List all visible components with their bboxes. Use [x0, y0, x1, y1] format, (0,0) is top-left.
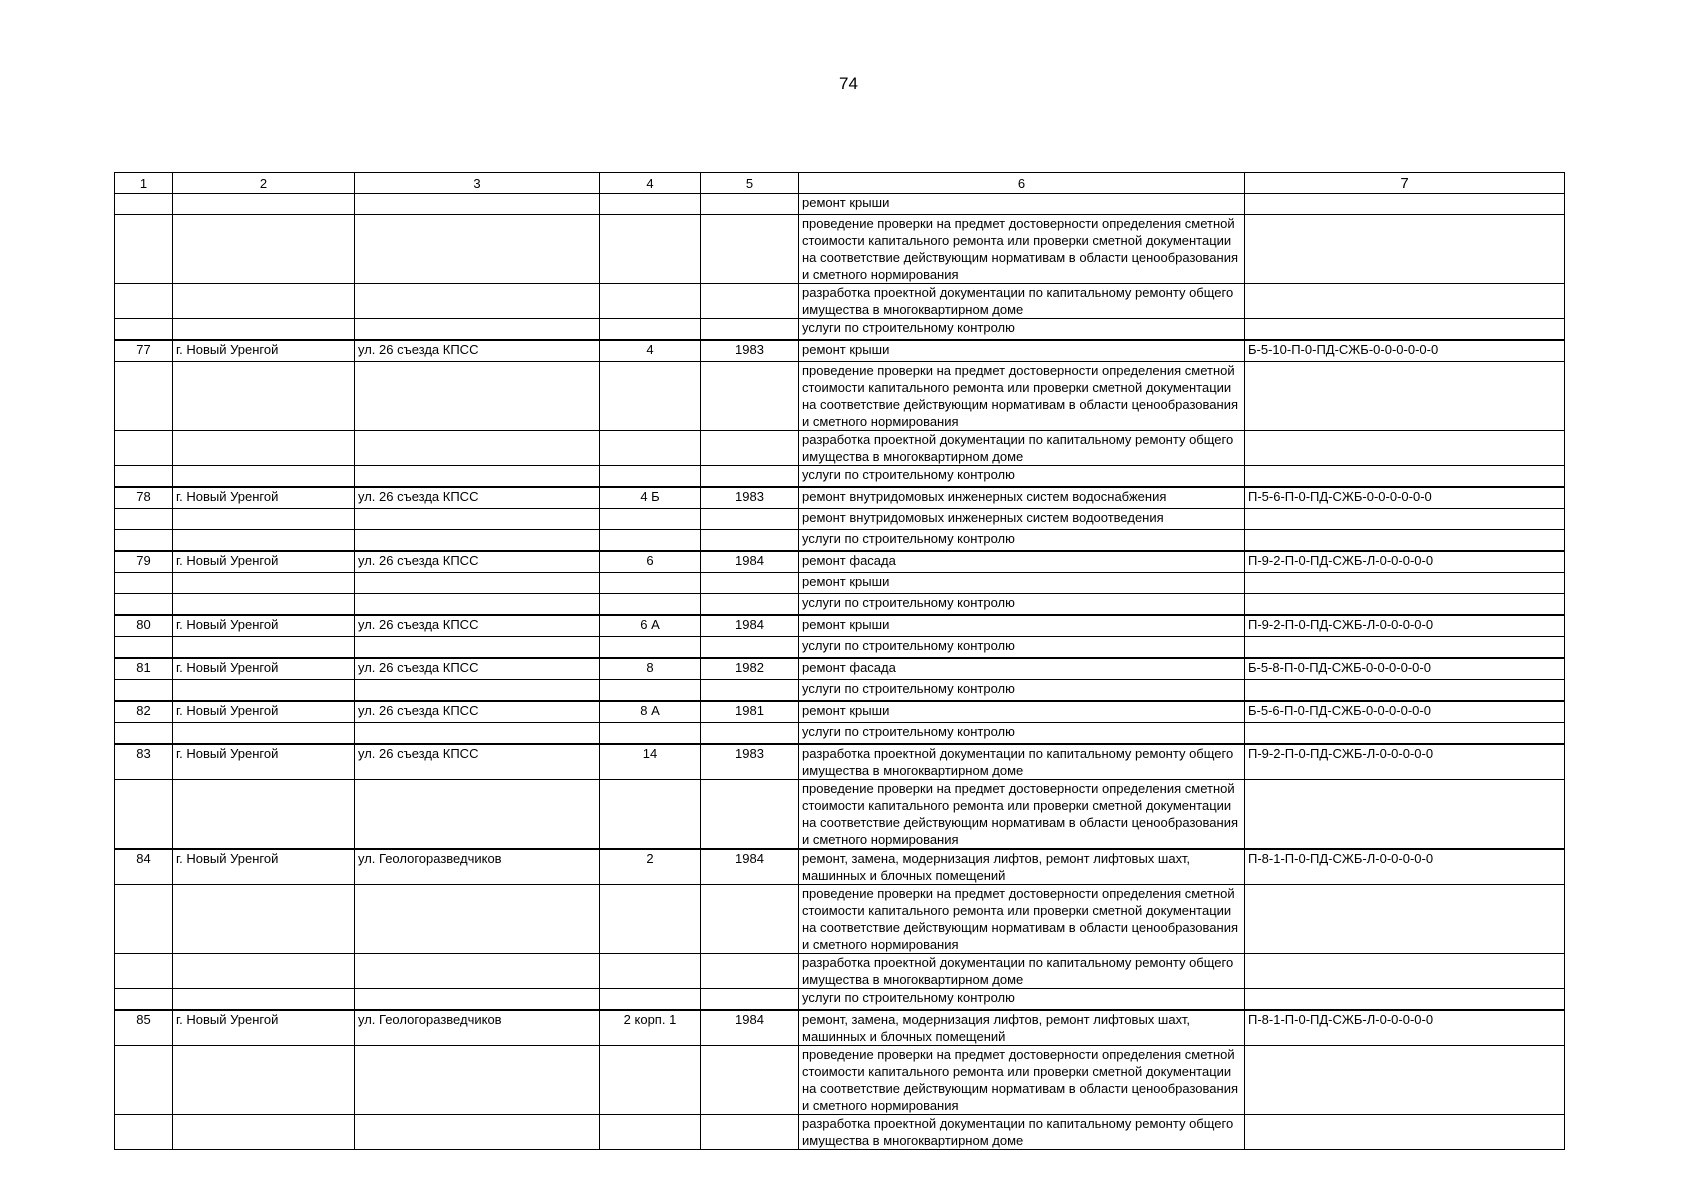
city-cell — [173, 466, 355, 488]
work-type-cell: разработка проектной документации по капитальному ремонту общего имущества в многоквартирном доме — [799, 284, 1245, 319]
row-number-cell — [115, 1046, 173, 1115]
building-code-cell: Б-5-8-П-0-ПД-СЖБ-0-0-0-0-0-0 — [1245, 658, 1565, 680]
table-row — [115, 340, 1565, 362]
year-cell — [701, 954, 799, 989]
city-cell — [173, 194, 355, 215]
row-number-cell: 77 — [115, 340, 173, 362]
row-number-cell: 83 — [115, 744, 173, 780]
row-number-cell — [115, 1115, 173, 1150]
building-code-cell — [1245, 1115, 1565, 1150]
work-type-cell: услуги по строительному контролю — [799, 680, 1245, 702]
street-cell — [355, 989, 600, 1011]
building-code-cell — [1245, 284, 1565, 319]
street-cell — [355, 362, 600, 431]
year-cell — [701, 594, 799, 616]
street-cell — [355, 637, 600, 659]
year-cell: 1984 — [701, 849, 799, 885]
row-number-cell: 80 — [115, 615, 173, 637]
building-code-cell — [1245, 466, 1565, 488]
table-header — [115, 173, 1565, 194]
city-cell — [173, 509, 355, 530]
city-cell — [173, 1046, 355, 1115]
street-cell — [355, 573, 600, 594]
street-cell: ул. Геологоразведчиков — [355, 1010, 600, 1046]
house-number-cell — [600, 1046, 701, 1115]
table-row — [115, 431, 1565, 466]
year-cell — [701, 1046, 799, 1115]
year-cell: 1983 — [701, 744, 799, 780]
street-cell: ул. Геологоразведчиков — [355, 849, 600, 885]
street-cell — [355, 530, 600, 552]
year-cell — [701, 319, 799, 341]
table-body — [115, 194, 1565, 1150]
year-cell — [701, 509, 799, 530]
building-code-cell — [1245, 530, 1565, 552]
building-code-cell — [1245, 885, 1565, 954]
year-cell: 1983 — [701, 340, 799, 362]
row-number-cell: 81 — [115, 658, 173, 680]
street-cell — [355, 680, 600, 702]
row-number-cell: 85 — [115, 1010, 173, 1046]
row-number-cell — [115, 885, 173, 954]
house-number-cell — [600, 954, 701, 989]
house-number-cell — [600, 431, 701, 466]
row-number-cell — [115, 362, 173, 431]
city-cell: г. Новый Уренгой — [173, 551, 355, 573]
row-number-cell — [115, 989, 173, 1011]
house-number-cell — [600, 466, 701, 488]
house-number-cell — [600, 989, 701, 1011]
row-number-cell — [115, 637, 173, 659]
header-cell-3: 3 — [355, 173, 600, 194]
row-number-cell — [115, 466, 173, 488]
table-row — [115, 723, 1565, 745]
house-number-cell: 8 А — [600, 701, 701, 723]
year-cell — [701, 431, 799, 466]
year-cell: 1984 — [701, 551, 799, 573]
street-cell: ул. 26 съезда КПСС — [355, 658, 600, 680]
street-cell — [355, 780, 600, 850]
street-cell — [355, 1115, 600, 1150]
house-number-cell — [600, 1115, 701, 1150]
row-number-cell — [115, 723, 173, 745]
house-number-cell — [600, 723, 701, 745]
row-number-cell — [115, 530, 173, 552]
table-row — [115, 701, 1565, 723]
year-cell — [701, 530, 799, 552]
table-row — [115, 573, 1565, 594]
year-cell — [701, 1115, 799, 1150]
header-cell-7: 7 — [1245, 173, 1565, 194]
street-cell — [355, 466, 600, 488]
row-number-cell — [115, 680, 173, 702]
table-row — [115, 466, 1565, 488]
house-number-cell — [600, 319, 701, 341]
year-cell — [701, 780, 799, 850]
house-number-cell — [600, 362, 701, 431]
house-number-cell — [600, 885, 701, 954]
year-cell — [701, 989, 799, 1011]
year-cell: 1981 — [701, 701, 799, 723]
street-cell: ул. 26 съезда КПСС — [355, 551, 600, 573]
house-number-cell — [600, 594, 701, 616]
table-row — [115, 780, 1565, 850]
street-cell — [355, 284, 600, 319]
house-number-cell: 8 — [600, 658, 701, 680]
house-number-cell: 6 — [600, 551, 701, 573]
year-cell — [701, 215, 799, 284]
table-row — [115, 1046, 1565, 1115]
city-cell: г. Новый Уренгой — [173, 744, 355, 780]
house-number-cell: 6 А — [600, 615, 701, 637]
city-cell: г. Новый Уренгой — [173, 340, 355, 362]
row-number-cell — [115, 431, 173, 466]
house-number-cell: 2 корп. 1 — [600, 1010, 701, 1046]
house-number-cell — [600, 215, 701, 284]
header-cell-6: 6 — [799, 173, 1245, 194]
street-cell — [355, 431, 600, 466]
work-type-cell: услуги по строительному контролю — [799, 594, 1245, 616]
work-type-cell: проведение проверки на предмет достоверности определения сметной стоимости капитального ремонта или проверки сметной документации на соответствие действующим нормативам в области ценообразования и сметного нормирования — [799, 885, 1245, 954]
work-type-cell: разработка проектной документации по капитальному ремонту общего имущества в многоквартирном доме — [799, 431, 1245, 466]
city-cell — [173, 680, 355, 702]
city-cell — [173, 885, 355, 954]
building-code-cell — [1245, 362, 1565, 431]
city-cell: г. Новый Уренгой — [173, 1010, 355, 1046]
work-type-cell: ремонт крыши — [799, 573, 1245, 594]
street-cell — [355, 319, 600, 341]
city-cell — [173, 530, 355, 552]
year-cell — [701, 284, 799, 319]
city-cell: г. Новый Уренгой — [173, 615, 355, 637]
header-cell-1: 1 — [115, 173, 173, 194]
street-cell: ул. 26 съезда КПСС — [355, 744, 600, 780]
table-row — [115, 680, 1565, 702]
street-cell — [355, 194, 600, 215]
registry-table — [114, 172, 1565, 1150]
building-code-cell: П-9-2-П-0-ПД-СЖБ-Л-0-0-0-0-0 — [1245, 551, 1565, 573]
building-code-cell: Б-5-10-П-0-ПД-СЖБ-0-0-0-0-0-0 — [1245, 340, 1565, 362]
row-number-cell: 84 — [115, 849, 173, 885]
work-type-cell: ремонт фасада — [799, 658, 1245, 680]
work-type-cell: ремонт крыши — [799, 615, 1245, 637]
work-type-cell: ремонт фасада — [799, 551, 1245, 573]
building-code-cell — [1245, 194, 1565, 215]
street-cell — [355, 215, 600, 284]
city-cell — [173, 637, 355, 659]
city-cell: г. Новый Уренгой — [173, 701, 355, 723]
table-row — [115, 1115, 1565, 1150]
city-cell — [173, 594, 355, 616]
work-type-cell: услуги по строительному контролю — [799, 530, 1245, 552]
work-type-cell: ремонт, замена, модернизация лифтов, ремонт лифтовых шахт, машинных и блочных помещений — [799, 849, 1245, 885]
street-cell: ул. 26 съезда КПСС — [355, 340, 600, 362]
street-cell: ул. 26 съезда КПСС — [355, 701, 600, 723]
house-number-cell — [600, 530, 701, 552]
city-cell: г. Новый Уренгой — [173, 487, 355, 509]
row-number-cell — [115, 194, 173, 215]
building-code-cell: П-9-2-П-0-ПД-СЖБ-Л-0-0-0-0-0 — [1245, 744, 1565, 780]
work-type-cell: ремонт, замена, модернизация лифтов, ремонт лифтовых шахт, машинных и блочных помещений — [799, 1010, 1245, 1046]
work-type-cell: услуги по строительному контролю — [799, 466, 1245, 488]
house-number-cell — [600, 509, 701, 530]
work-type-cell: разработка проектной документации по капитальному ремонту общего имущества в многоквартирном доме — [799, 954, 1245, 989]
street-cell — [355, 723, 600, 745]
city-cell — [173, 723, 355, 745]
table-row — [115, 551, 1565, 573]
city-cell — [173, 1115, 355, 1150]
year-cell — [701, 637, 799, 659]
work-type-cell: услуги по строительному контролю — [799, 319, 1245, 341]
building-code-cell: Б-5-6-П-0-ПД-СЖБ-0-0-0-0-0-0 — [1245, 701, 1565, 723]
city-cell — [173, 319, 355, 341]
header-row — [115, 173, 1565, 194]
row-number-cell — [115, 780, 173, 850]
year-cell: 1983 — [701, 487, 799, 509]
work-type-cell: ремонт внутридомовых инженерных систем водоотведения — [799, 509, 1245, 530]
header-cell-2: 2 — [173, 173, 355, 194]
building-code-cell — [1245, 680, 1565, 702]
year-cell — [701, 723, 799, 745]
building-code-cell — [1245, 215, 1565, 284]
work-type-cell: ремонт крыши — [799, 340, 1245, 362]
street-cell: ул. 26 съезда КПСС — [355, 615, 600, 637]
house-number-cell — [600, 284, 701, 319]
city-cell — [173, 284, 355, 319]
work-type-cell: услуги по строительному контролю — [799, 989, 1245, 1011]
row-number-cell — [115, 319, 173, 341]
building-code-cell — [1245, 1046, 1565, 1115]
building-code-cell — [1245, 954, 1565, 989]
work-type-cell: проведение проверки на предмет достоверности определения сметной стоимости капитального ремонта или проверки сметной документации на соответствие действующим нормативам в области ценообразования и сметного нормирования — [799, 780, 1245, 850]
house-number-cell — [600, 194, 701, 215]
year-cell — [701, 194, 799, 215]
building-code-cell — [1245, 509, 1565, 530]
table-row — [115, 594, 1565, 616]
work-type-cell: услуги по строительному контролю — [799, 723, 1245, 745]
house-number-cell: 4 — [600, 340, 701, 362]
house-number-cell: 4 Б — [600, 487, 701, 509]
street-cell — [355, 509, 600, 530]
row-number-cell: 82 — [115, 701, 173, 723]
table-row — [115, 637, 1565, 659]
street-cell — [355, 885, 600, 954]
house-number-cell — [600, 637, 701, 659]
building-code-cell — [1245, 573, 1565, 594]
street-cell — [355, 954, 600, 989]
building-code-cell: П-5-6-П-0-ПД-СЖБ-0-0-0-0-0-0 — [1245, 487, 1565, 509]
table-row — [115, 1010, 1565, 1046]
street-cell: ул. 26 съезда КПСС — [355, 487, 600, 509]
city-cell — [173, 989, 355, 1011]
work-type-cell: услуги по строительному контролю — [799, 637, 1245, 659]
header-cell-4: 4 — [600, 173, 701, 194]
work-type-cell: разработка проектной документации по капитальному ремонту общего имущества в многоквартирном доме — [799, 1115, 1245, 1150]
row-number-cell — [115, 509, 173, 530]
building-code-cell — [1245, 989, 1565, 1011]
table-row — [115, 215, 1565, 284]
building-code-cell — [1245, 780, 1565, 850]
work-type-cell: ремонт крыши — [799, 194, 1245, 215]
city-cell — [173, 780, 355, 850]
row-number-cell — [115, 573, 173, 594]
year-cell: 1984 — [701, 1010, 799, 1046]
table-row — [115, 658, 1565, 680]
building-code-cell — [1245, 431, 1565, 466]
table-row — [115, 284, 1565, 319]
table-row — [115, 530, 1565, 552]
work-type-cell: ремонт внутридомовых инженерных систем водоснабжения — [799, 487, 1245, 509]
table-row — [115, 885, 1565, 954]
table-row — [115, 487, 1565, 509]
header-cell-5: 5 — [701, 173, 799, 194]
city-cell — [173, 573, 355, 594]
year-cell — [701, 573, 799, 594]
row-number-cell — [115, 594, 173, 616]
row-number-cell — [115, 215, 173, 284]
row-number-cell: 79 — [115, 551, 173, 573]
row-number-cell — [115, 284, 173, 319]
work-type-cell: проведение проверки на предмет достоверности определения сметной стоимости капитального ремонта или проверки сметной документации на соответствие действующим нормативам в области ценообразования и сметного нормирования — [799, 1046, 1245, 1115]
work-type-cell: ремонт крыши — [799, 701, 1245, 723]
year-cell — [701, 680, 799, 702]
year-cell — [701, 466, 799, 488]
table-row — [115, 194, 1565, 215]
table-row — [115, 362, 1565, 431]
house-number-cell: 14 — [600, 744, 701, 780]
table-row — [115, 509, 1565, 530]
city-cell — [173, 431, 355, 466]
row-number-cell: 78 — [115, 487, 173, 509]
building-code-cell: П-8-1-П-0-ПД-СЖБ-Л-0-0-0-0-0 — [1245, 1010, 1565, 1046]
year-cell: 1982 — [701, 658, 799, 680]
house-number-cell — [600, 573, 701, 594]
city-cell — [173, 362, 355, 431]
building-code-cell: П-8-1-П-0-ПД-СЖБ-Л-0-0-0-0-0 — [1245, 849, 1565, 885]
table-row — [115, 989, 1565, 1011]
year-cell — [701, 885, 799, 954]
year-cell — [701, 362, 799, 431]
building-code-cell — [1245, 594, 1565, 616]
street-cell — [355, 1046, 600, 1115]
table-row — [115, 615, 1565, 637]
work-type-cell: проведение проверки на предмет достоверности определения сметной стоимости капитального ремонта или проверки сметной документации на соответствие действующим нормативам в области ценообразования и сметного нормирования — [799, 215, 1245, 284]
city-cell — [173, 215, 355, 284]
building-code-cell — [1245, 723, 1565, 745]
table-row — [115, 319, 1565, 341]
year-cell: 1984 — [701, 615, 799, 637]
building-code-cell: П-9-2-П-0-ПД-СЖБ-Л-0-0-0-0-0 — [1245, 615, 1565, 637]
house-number-cell: 2 — [600, 849, 701, 885]
work-type-cell: разработка проектной документации по капитальному ремонту общего имущества в многоквартирном доме — [799, 744, 1245, 780]
house-number-cell — [600, 680, 701, 702]
street-cell — [355, 594, 600, 616]
row-number-cell — [115, 954, 173, 989]
city-cell: г. Новый Уренгой — [173, 658, 355, 680]
table-row — [115, 954, 1565, 989]
house-number-cell — [600, 780, 701, 850]
page-number: 74 — [839, 74, 858, 93]
building-code-cell — [1245, 637, 1565, 659]
work-type-cell: проведение проверки на предмет достоверности определения сметной стоимости капитального ремонта или проверки сметной документации на соответствие действующим нормативам в области ценообразования и сметного нормирования — [799, 362, 1245, 431]
city-cell: г. Новый Уренгой — [173, 849, 355, 885]
city-cell — [173, 954, 355, 989]
building-code-cell — [1245, 319, 1565, 341]
table-row — [115, 744, 1565, 780]
table-row — [115, 849, 1565, 885]
